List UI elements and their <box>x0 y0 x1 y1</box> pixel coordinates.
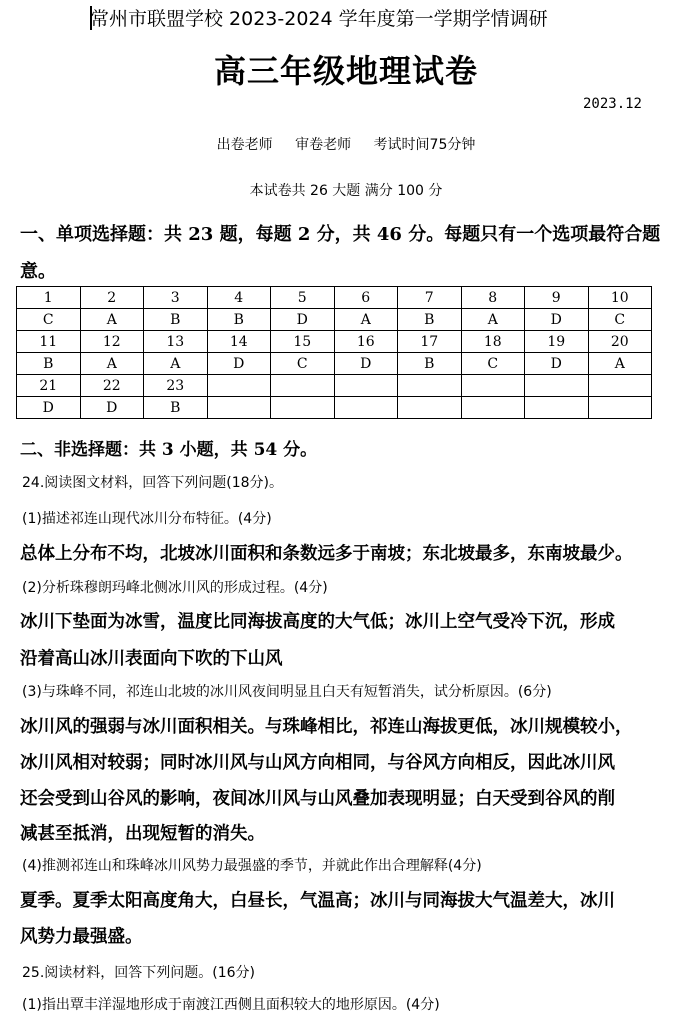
q25-1-prompt: (1)指出覃丰洋湿地形成于南渡江西侧且面积较大的地形原因。(4分) <box>22 997 440 1013</box>
answer-table-cell: 22 <box>80 375 144 397</box>
answer-table-cell: 13 <box>144 331 208 353</box>
answer-table-cell: 16 <box>334 331 398 353</box>
answer-table-answer-row <box>17 309 652 331</box>
reviewer-label: 审卷老师 <box>295 137 352 153</box>
answer-table-cell: B <box>207 309 271 331</box>
answer-table-cell: 21 <box>17 375 81 397</box>
answer-table-number-row <box>17 331 652 353</box>
q24-3-prompt: (3)与珠峰不同，祁连山北坡的冰川风夜间明显且白天有短暂消失，试分析原因。(6分) <box>22 684 552 700</box>
q24-3-answer-line3: 还会受到山谷风的影响，夜间冰川风与山风叠加表现明显；白天受到谷风的削 <box>20 789 615 809</box>
q24-3-answer-line2: 冰川风相对较弱；同时冰川风与山风方向相同，与谷风方向相反，因此冰川风 <box>20 753 615 773</box>
answer-table-cell <box>334 375 398 397</box>
answer-table-cell: C <box>17 309 81 331</box>
answer-table-cell: 17 <box>398 331 462 353</box>
answer-table-cell: 5 <box>271 287 335 309</box>
answer-table-cell <box>525 375 589 397</box>
answer-table-cell <box>461 397 525 419</box>
q24-3-answer-line1: 冰川风的强弱与冰川面积相关。与珠峰相比，祁连山海拔更低，冰川规模较小， <box>20 717 633 737</box>
section1-heading: 一、单项选择题：共 23 题，每题 2 分，共 46 分。每题只有一个选项最符合题 <box>20 224 661 245</box>
answer-table-number-row <box>17 287 652 309</box>
answer-table-cell: C <box>461 353 525 375</box>
school-header: 常州市联盟学校 2023-2024 学年度第一学期学情调研 <box>90 8 548 30</box>
answer-table-cell: 18 <box>461 331 525 353</box>
answer-table-cell <box>588 375 652 397</box>
answer-table-cell: 3 <box>144 287 208 309</box>
section2-heading: 二、非选择题：共 3 小题，共 54 分。 <box>20 440 318 460</box>
q24-4-answer-line2: 风势力最强盛。 <box>20 927 143 947</box>
q24-3-answer-line4: 减甚至抵消，出现短暂的消失。 <box>20 824 265 844</box>
answer-table-cell: D <box>525 353 589 375</box>
answer-table-cell: 15 <box>271 331 335 353</box>
answer-table-cell: D <box>334 353 398 375</box>
answer-table-cell: D <box>17 397 81 419</box>
answer-table-cell: C <box>271 353 335 375</box>
answer-table-cell <box>398 397 462 419</box>
answer-table-cell: A <box>461 309 525 331</box>
answer-table-cell <box>398 375 462 397</box>
answer-table-cell: D <box>525 309 589 331</box>
answer-table-cell: B <box>144 397 208 419</box>
answer-table-cell: 9 <box>525 287 589 309</box>
answer-table-cell: 10 <box>588 287 652 309</box>
q24-2-answer-line2: 沿着高山冰川表面向下吹的下山风 <box>20 649 283 669</box>
q24-4-prompt: (4)推测祁连山和珠峰冰川风势力最强盛的季节，并就此作出合理解释(4分) <box>22 858 482 874</box>
exam-summary-line: 本试卷共 26 大题 满分 100 分 <box>249 183 443 199</box>
q25-intro: 25.阅读材料，回答下列问题。(16分) <box>22 965 256 981</box>
answer-table-cell: 7 <box>398 287 462 309</box>
answer-table-cell <box>334 397 398 419</box>
teacher-info-line <box>0 134 692 154</box>
section1-heading-cont: 意。 <box>20 261 56 282</box>
q24-2-prompt: (2)分析珠穆朗玛峰北侧冰川风的形成过程。(4分) <box>22 580 328 596</box>
answer-table-cell: 14 <box>207 331 271 353</box>
answer-table-cell: B <box>398 353 462 375</box>
answer-table-cell <box>207 375 271 397</box>
answer-table-cell: B <box>398 309 462 331</box>
q24-1-prompt: (1)描述祁连山现代冰川分布特征。(4分) <box>22 511 272 527</box>
answer-table-cell: A <box>80 353 144 375</box>
answer-table-cell <box>588 397 652 419</box>
answer-table-cell: 6 <box>334 287 398 309</box>
answer-table-cell: B <box>17 353 81 375</box>
setter-label: 出卷老师 <box>216 137 273 153</box>
answer-table-cell: A <box>588 353 652 375</box>
answer-table-answer-row <box>17 353 652 375</box>
q24-2-answer-line1: 冰川下垫面为冰雪，温度比同海拔高度的大气低；冰川上空气受冷下沉，形成 <box>20 612 615 632</box>
answer-table-cell: 2 <box>80 287 144 309</box>
answer-table-cell: 19 <box>525 331 589 353</box>
answer-table-cell: D <box>271 309 335 331</box>
q24-4-answer-line1: 夏季。夏季太阳高度角大，白昼长，气温高；冰川与同海拔大气温差大，冰川 <box>20 891 615 911</box>
answer-table-cell: 8 <box>461 287 525 309</box>
answer-table-cell: A <box>334 309 398 331</box>
answer-table-cell: 12 <box>80 331 144 353</box>
answer-table-cell: D <box>80 397 144 419</box>
answer-table-number-row <box>17 375 652 397</box>
q24-1-answer: 总体上分布不均，北坡冰川面积和条数远多于南坡；东北坡最多，东南坡最少。 <box>20 544 633 564</box>
answer-table-cell <box>271 397 335 419</box>
page-title: 高三年级地理试卷 <box>213 52 478 90</box>
answer-table-cell: 23 <box>144 375 208 397</box>
answer-table-cell: A <box>144 353 208 375</box>
answer-table-cell: 11 <box>17 331 81 353</box>
duration-label: 考试时间75分钟 <box>373 137 476 153</box>
answer-table <box>16 286 652 419</box>
answer-table-cell <box>271 375 335 397</box>
answer-table-cell: 20 <box>588 331 652 353</box>
q24-intro: 24.阅读图文材料，回答下列问题(18分)。 <box>22 475 284 491</box>
exam-date: 2023.12 <box>582 96 642 112</box>
answer-table-cell <box>461 375 525 397</box>
answer-table-cell: C <box>588 309 652 331</box>
answer-table-cell: A <box>80 309 144 331</box>
answer-table-cell: 1 <box>17 287 81 309</box>
answer-table-cell <box>207 397 271 419</box>
answer-table-cell: B <box>144 309 208 331</box>
answer-table-answer-row <box>17 397 652 419</box>
answer-table-cell: 4 <box>207 287 271 309</box>
answer-table-cell: D <box>207 353 271 375</box>
answer-table-cell <box>525 397 589 419</box>
